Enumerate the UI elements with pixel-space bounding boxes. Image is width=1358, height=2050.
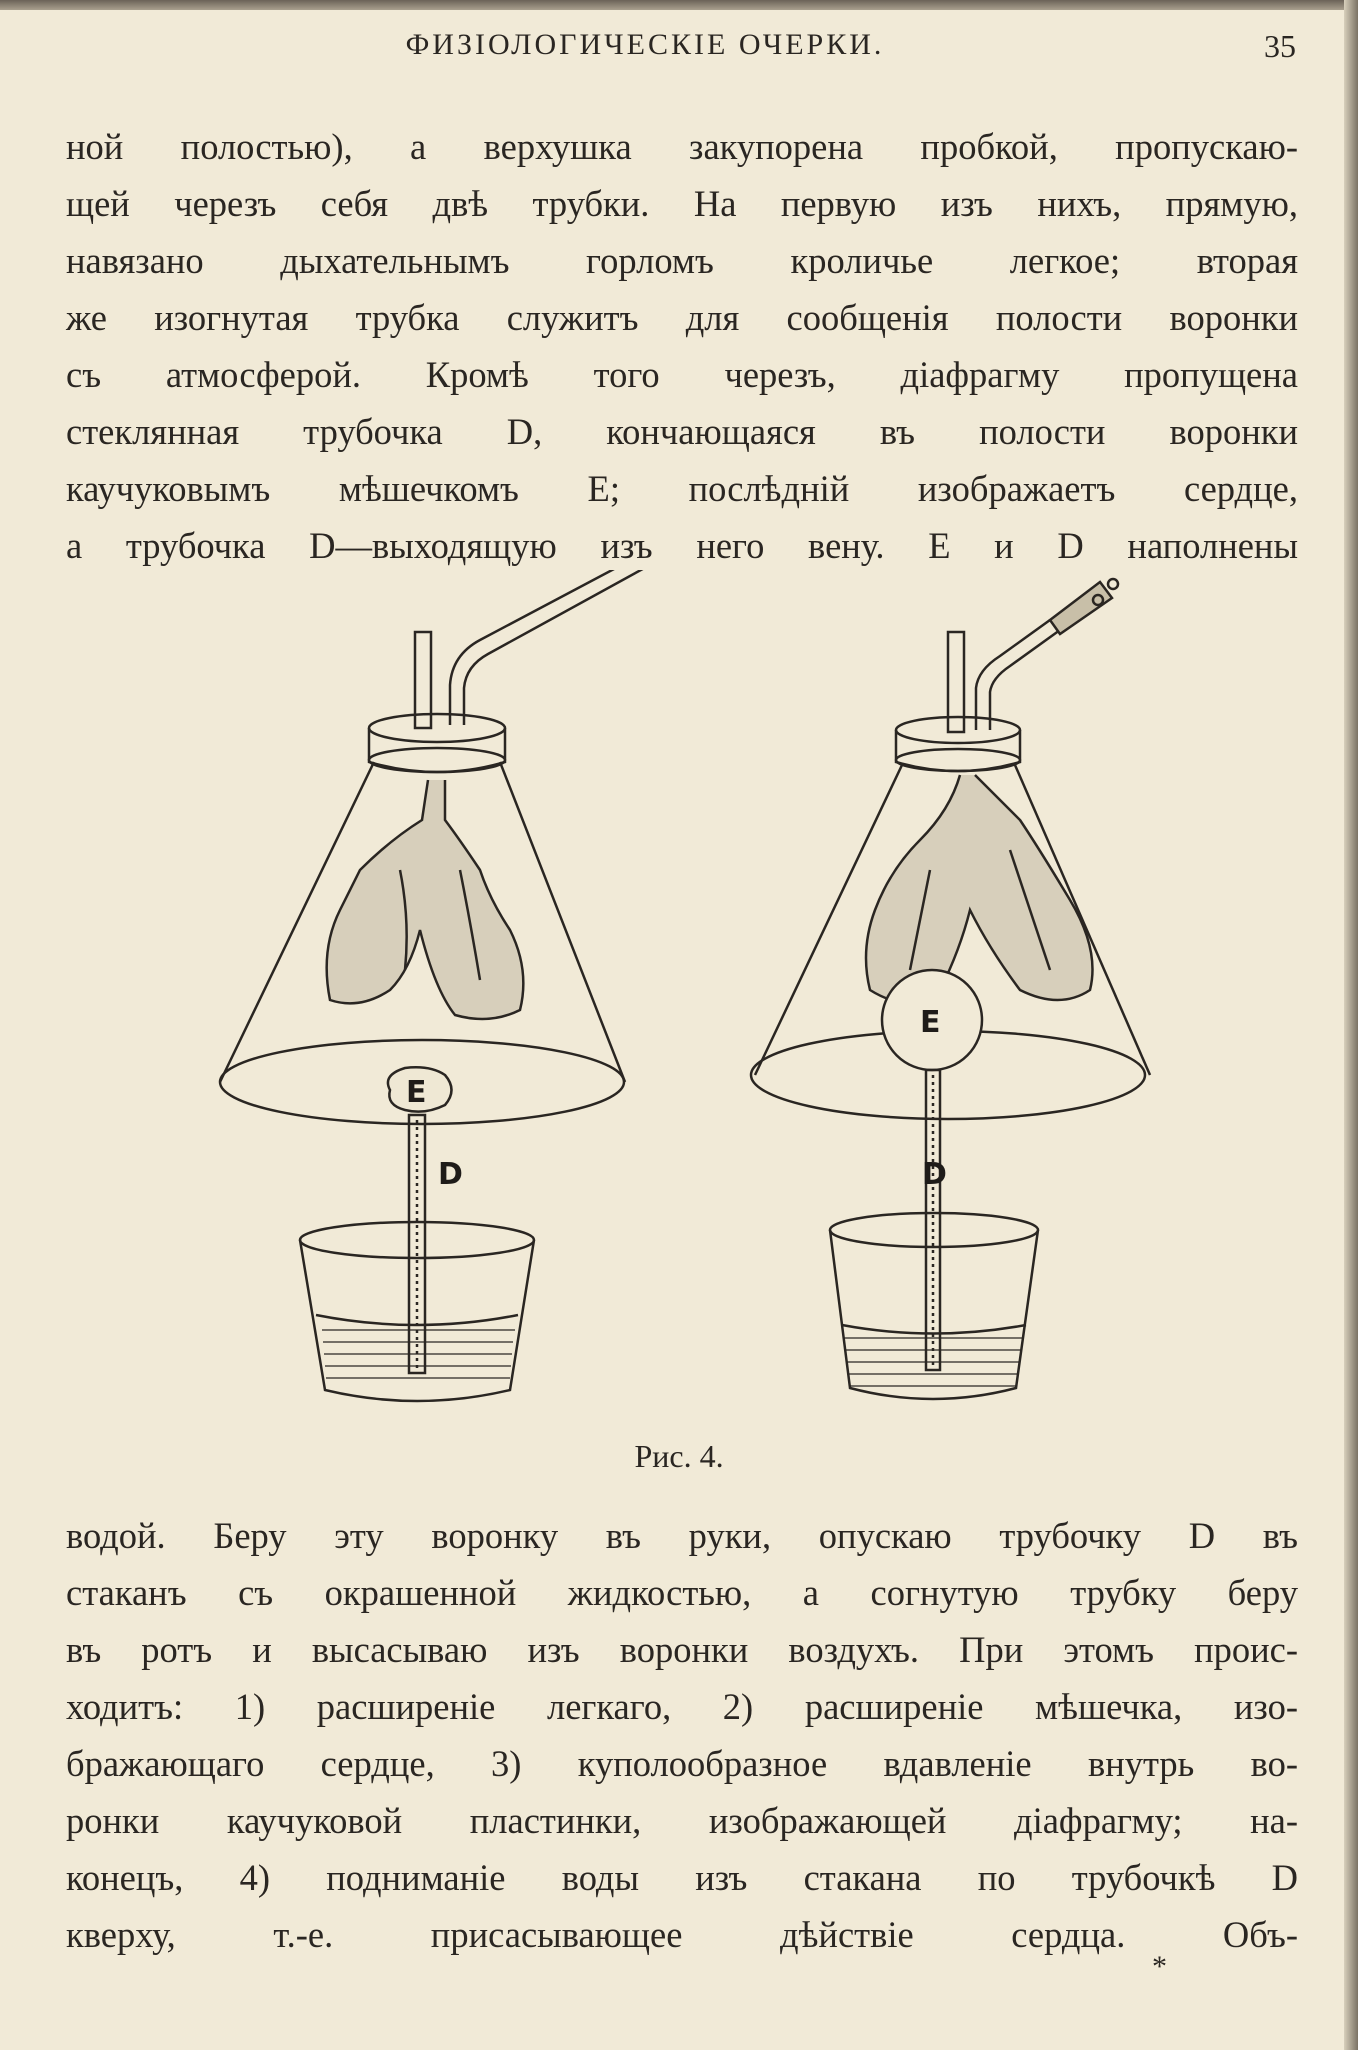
label-D-right: D	[922, 1157, 947, 1192]
page-number: 35	[1264, 28, 1296, 64]
text-line: навязано дыхательнымъ горломъ кроличье легкое; вторая	[66, 240, 1298, 281]
page-right-edge	[1344, 0, 1358, 2050]
paragraph-bottom	[66, 1507, 1298, 1963]
left-apparatus	[220, 570, 670, 1401]
text-line: ходитъ: 1) расширеніе легкаго, 2) расширеніе мѣшечка, изо-	[66, 1686, 1298, 1727]
label-E-left: E	[406, 1075, 427, 1110]
label-E-right: E	[920, 1005, 941, 1040]
figure-4-illustration	[60, 570, 1300, 1430]
text-line: же изогнутая трубка служитъ для сообщенія полости воронки	[66, 297, 1298, 338]
text-line: стаканъ съ окрашенной жидкостью, а согнутую трубку беру	[66, 1572, 1298, 1613]
text-line: ной полостью), а верхушка закупорена пробкой, пропускаю-	[66, 126, 1298, 167]
text-line: конецъ, 4) подниманіе воды изъ стакана по трубочкѣ D	[66, 1857, 1298, 1898]
text-line: кверху, т.-е. присасывающее дѣйствіе сердца. Объ-	[66, 1914, 1298, 1955]
text-line: щей черезъ себя двѣ трубки. На первую изъ нихъ, прямую,	[66, 183, 1298, 224]
figure-caption: Рис. 4.	[634, 1438, 724, 1474]
label-D-left: D	[438, 1157, 463, 1192]
footer-mark: *	[1152, 1950, 1167, 1983]
text-line: а трубочка D—выходящую изъ него вену. E и D наполнены	[66, 525, 1298, 566]
running-title: ФИЗІОЛОГИЧЕСКІЕ ОЧЕРКИ.	[405, 28, 885, 61]
text-line: каучуковымъ мѣшечкомъ E; послѣдній изображаетъ сердце,	[66, 468, 1298, 509]
text-line: ронки каучуковой пластинки, изображающей діафрагму; на-	[66, 1800, 1298, 1841]
paragraph-top	[66, 118, 1298, 574]
text-line: бражающаго сердце, 3) куполообразное вдавленіе внутрь во-	[66, 1743, 1298, 1784]
text-line: водой. Беру эту воронку въ руки, опускаю трубочку D въ	[66, 1515, 1298, 1556]
running-header	[0, 28, 1358, 68]
page-top-edge	[0, 0, 1358, 10]
right-apparatus	[751, 579, 1150, 1399]
text-line: стеклянная трубочка D, кончающаяся въ полости воронки	[66, 411, 1298, 452]
text-line: въ ротъ и высасываю изъ воронки воздухъ. При этомъ проис-	[66, 1629, 1298, 1670]
text-line: съ атмосферой. Кромѣ того черезъ, діафрагму пропущена	[66, 354, 1298, 395]
